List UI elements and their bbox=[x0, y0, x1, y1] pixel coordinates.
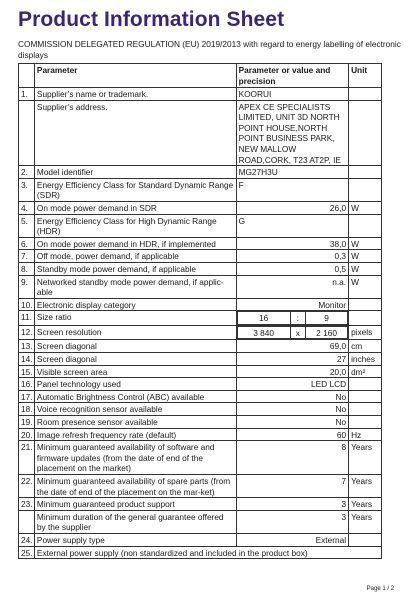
row-value: n.a. bbox=[236, 275, 349, 298]
value-part-b: 2 160 bbox=[306, 326, 348, 339]
split-value-row bbox=[237, 326, 348, 339]
row-parameter: Networked standby mode power demand, if applic-able bbox=[34, 275, 236, 298]
row-parameter: Panel technology used bbox=[34, 378, 236, 391]
row-number: 4. bbox=[19, 201, 35, 214]
row-number: 6. bbox=[19, 237, 35, 250]
value-separator: : bbox=[290, 312, 305, 325]
row-value: F bbox=[236, 178, 349, 201]
table-row bbox=[19, 298, 382, 311]
row-parameter: Power supply type bbox=[34, 533, 236, 546]
header-parameter: Parameter bbox=[34, 64, 236, 88]
row-parameter: Image refresh frequency rate (default) bbox=[34, 428, 236, 441]
table-row bbox=[19, 498, 382, 511]
split-value-table bbox=[237, 326, 349, 340]
table-row bbox=[19, 403, 382, 416]
table-row bbox=[19, 262, 382, 275]
row-value-split bbox=[236, 325, 349, 340]
row-parameter: Automatic Brightness Control (ABC) available bbox=[34, 390, 236, 403]
row-unit bbox=[349, 533, 382, 546]
row-unit bbox=[349, 311, 382, 326]
row-parameter: Screen diagonal bbox=[34, 340, 236, 353]
row-value: 7 bbox=[236, 475, 349, 498]
row-parameter: Minimum duration of the general guarantee offered by the supplier bbox=[34, 510, 236, 533]
row-parameter: Minimum guaranteed product support bbox=[34, 498, 236, 511]
row-number: 7. bbox=[19, 250, 35, 263]
row-number: 1. bbox=[19, 88, 35, 101]
row-unit: Years bbox=[349, 510, 382, 533]
split-value-row bbox=[237, 312, 348, 325]
row-parameter: Minimum guaranteed availability of spare parts (from the date of end of the placement on the mar-ket) bbox=[34, 475, 236, 498]
row-value: 0,3 bbox=[236, 250, 349, 263]
header-num bbox=[19, 64, 35, 88]
value-part-b: 9 bbox=[306, 312, 348, 325]
row-number: 25. bbox=[19, 546, 35, 559]
row-parameter: Size ratio bbox=[34, 311, 236, 326]
table-row bbox=[19, 88, 382, 101]
row-number: 14. bbox=[19, 353, 35, 366]
table-row bbox=[19, 340, 382, 353]
row-number: 13. bbox=[19, 340, 35, 353]
row-unit: dm² bbox=[349, 365, 382, 378]
header-value: Parameter or value and precision bbox=[236, 64, 349, 88]
row-number: 8. bbox=[19, 262, 35, 275]
row-value: No bbox=[236, 390, 349, 403]
table-row bbox=[19, 416, 382, 429]
row-value: 3 bbox=[236, 510, 349, 533]
table-row bbox=[19, 441, 382, 475]
row-value: 38,0 bbox=[236, 237, 349, 250]
page-footer: Page 1 / 2 bbox=[366, 586, 394, 592]
row-unit bbox=[349, 100, 382, 166]
row-number bbox=[19, 510, 35, 533]
value-part-a: 3 840 bbox=[237, 326, 290, 339]
row-unit bbox=[349, 178, 382, 201]
row-value-split bbox=[236, 311, 349, 326]
header-unit: Unit bbox=[349, 64, 382, 88]
row-unit bbox=[349, 378, 382, 391]
row-parameter: Energy Efficiency Class for High Dynamic Range (HDR) bbox=[34, 214, 236, 237]
row-parameter: On mode power demand in HDR, if implemented bbox=[34, 237, 236, 250]
row-number: 3. bbox=[19, 178, 35, 201]
table-row bbox=[19, 378, 382, 391]
row-unit bbox=[349, 298, 382, 311]
row-value: 20,0 bbox=[236, 365, 349, 378]
row-value: 3 bbox=[236, 498, 349, 511]
row-parameter: Energy Efficiency Class for Standard Dynamic Range (SDR) bbox=[34, 178, 236, 201]
row-unit bbox=[349, 416, 382, 429]
row-value: 26,0 bbox=[236, 201, 349, 214]
row-value: LED LCD bbox=[236, 378, 349, 391]
table-row bbox=[19, 533, 382, 546]
row-parameter: Model identifier bbox=[34, 166, 236, 179]
row-value: External bbox=[236, 533, 349, 546]
row-parameter: Screen diagonal bbox=[34, 353, 236, 366]
row-unit: Hz bbox=[349, 428, 382, 441]
table-row bbox=[19, 390, 382, 403]
row-value: APEX CE SPECIALISTS LIMITED, UNIT 3D NORTH POINT HOUSE,NORTH POINT BUSINESS PARK, NEW MALLOW ROAD,CORK, T23 AT2P, IE bbox=[236, 100, 349, 166]
row-number: 23. bbox=[19, 498, 35, 511]
row-unit: W bbox=[349, 262, 382, 275]
row-parameter: Visible screen area bbox=[34, 365, 236, 378]
row-number: 15. bbox=[19, 365, 35, 378]
row-parameter: Screen resolution bbox=[34, 325, 236, 340]
row-parameter: Minimum guaranteed availability of software and firmware updates (from the date of end of the placement on the market) bbox=[34, 441, 236, 475]
row-parameter: Supplier’s address. bbox=[34, 100, 236, 166]
row-unit: Years bbox=[349, 498, 382, 511]
table-row bbox=[19, 546, 382, 559]
regulation-subtitle: COMMISSION DELEGATED REGULATION (EU) 2019/2013 with regard to energy labelling of electronic displays bbox=[18, 39, 401, 60]
row-number bbox=[19, 100, 35, 166]
table-header-row bbox=[19, 64, 382, 88]
row-unit: Years bbox=[349, 475, 382, 498]
table-row bbox=[19, 428, 382, 441]
table-row bbox=[19, 275, 382, 298]
row-unit: Years bbox=[349, 441, 382, 475]
table-row bbox=[19, 353, 382, 366]
row-number: 17. bbox=[19, 390, 35, 403]
table-row bbox=[19, 237, 382, 250]
table-row bbox=[19, 475, 382, 498]
row-number: 24. bbox=[19, 533, 35, 546]
row-number: 5. bbox=[19, 214, 35, 237]
row-unit bbox=[349, 214, 382, 237]
row-number: 10. bbox=[19, 298, 35, 311]
row-parameter: Electronic display category bbox=[34, 298, 236, 311]
row-parameter: Off mode, power demand, if applicable bbox=[34, 250, 236, 263]
row-number: 19. bbox=[19, 416, 35, 429]
row-unit: W bbox=[349, 201, 382, 214]
value-part-a: 16 bbox=[237, 312, 290, 325]
row-value: No bbox=[236, 416, 349, 429]
row-number: 9. bbox=[19, 275, 35, 298]
page-title: Product Information Sheet bbox=[18, 8, 285, 31]
table-row bbox=[19, 311, 382, 326]
product-info-table bbox=[18, 63, 382, 559]
row-number: 16. bbox=[19, 378, 35, 391]
row-unit bbox=[349, 166, 382, 179]
row-value: 27 bbox=[236, 353, 349, 366]
row-value: No bbox=[236, 403, 349, 416]
row-parameter: Supplier’s name or trademark. bbox=[34, 88, 236, 101]
row-parameter: On mode power demand in SDR bbox=[34, 201, 236, 214]
split-value-table bbox=[237, 311, 349, 325]
row-unit: W bbox=[349, 237, 382, 250]
row-parameter: Room presence sensor available bbox=[34, 416, 236, 429]
table-row bbox=[19, 250, 382, 263]
row-unit: inches bbox=[349, 353, 382, 366]
row-parameter: Standby mode power demand, if applicable bbox=[34, 262, 236, 275]
row-value: KOORUI bbox=[236, 88, 349, 101]
row-unit bbox=[349, 403, 382, 416]
table-row bbox=[19, 510, 382, 533]
row-number: 22. bbox=[19, 475, 35, 498]
row-unit bbox=[349, 88, 382, 101]
row-number: 12. bbox=[19, 325, 35, 340]
row-unit: W bbox=[349, 275, 382, 298]
row-value: Monitor bbox=[236, 298, 349, 311]
row-unit: W bbox=[349, 250, 382, 263]
row-value: 60 bbox=[236, 428, 349, 441]
value-separator: x bbox=[290, 326, 305, 339]
table-row bbox=[19, 201, 382, 214]
row-number: 20. bbox=[19, 428, 35, 441]
row-value: MG27H3U bbox=[236, 166, 349, 179]
row-number: 18. bbox=[19, 403, 35, 416]
row-number: 21. bbox=[19, 441, 35, 475]
row-value: 0,5 bbox=[236, 262, 349, 275]
row-parameter: External power supply (non standardized and included in the product box) bbox=[34, 546, 381, 559]
row-number: 2. bbox=[19, 166, 35, 179]
table-row bbox=[19, 100, 382, 166]
table-row bbox=[19, 178, 382, 201]
row-value: 8 bbox=[236, 441, 349, 475]
row-unit bbox=[349, 390, 382, 403]
row-number: 11. bbox=[19, 311, 35, 326]
row-unit: pixels bbox=[349, 325, 382, 340]
row-unit: cm bbox=[349, 340, 382, 353]
table-row bbox=[19, 214, 382, 237]
table-row bbox=[19, 365, 382, 378]
table-row bbox=[19, 325, 382, 340]
row-value: 69,0 bbox=[236, 340, 349, 353]
table-row bbox=[19, 166, 382, 179]
row-value: G bbox=[236, 214, 349, 237]
row-parameter: Voice recognition sensor available bbox=[34, 403, 236, 416]
